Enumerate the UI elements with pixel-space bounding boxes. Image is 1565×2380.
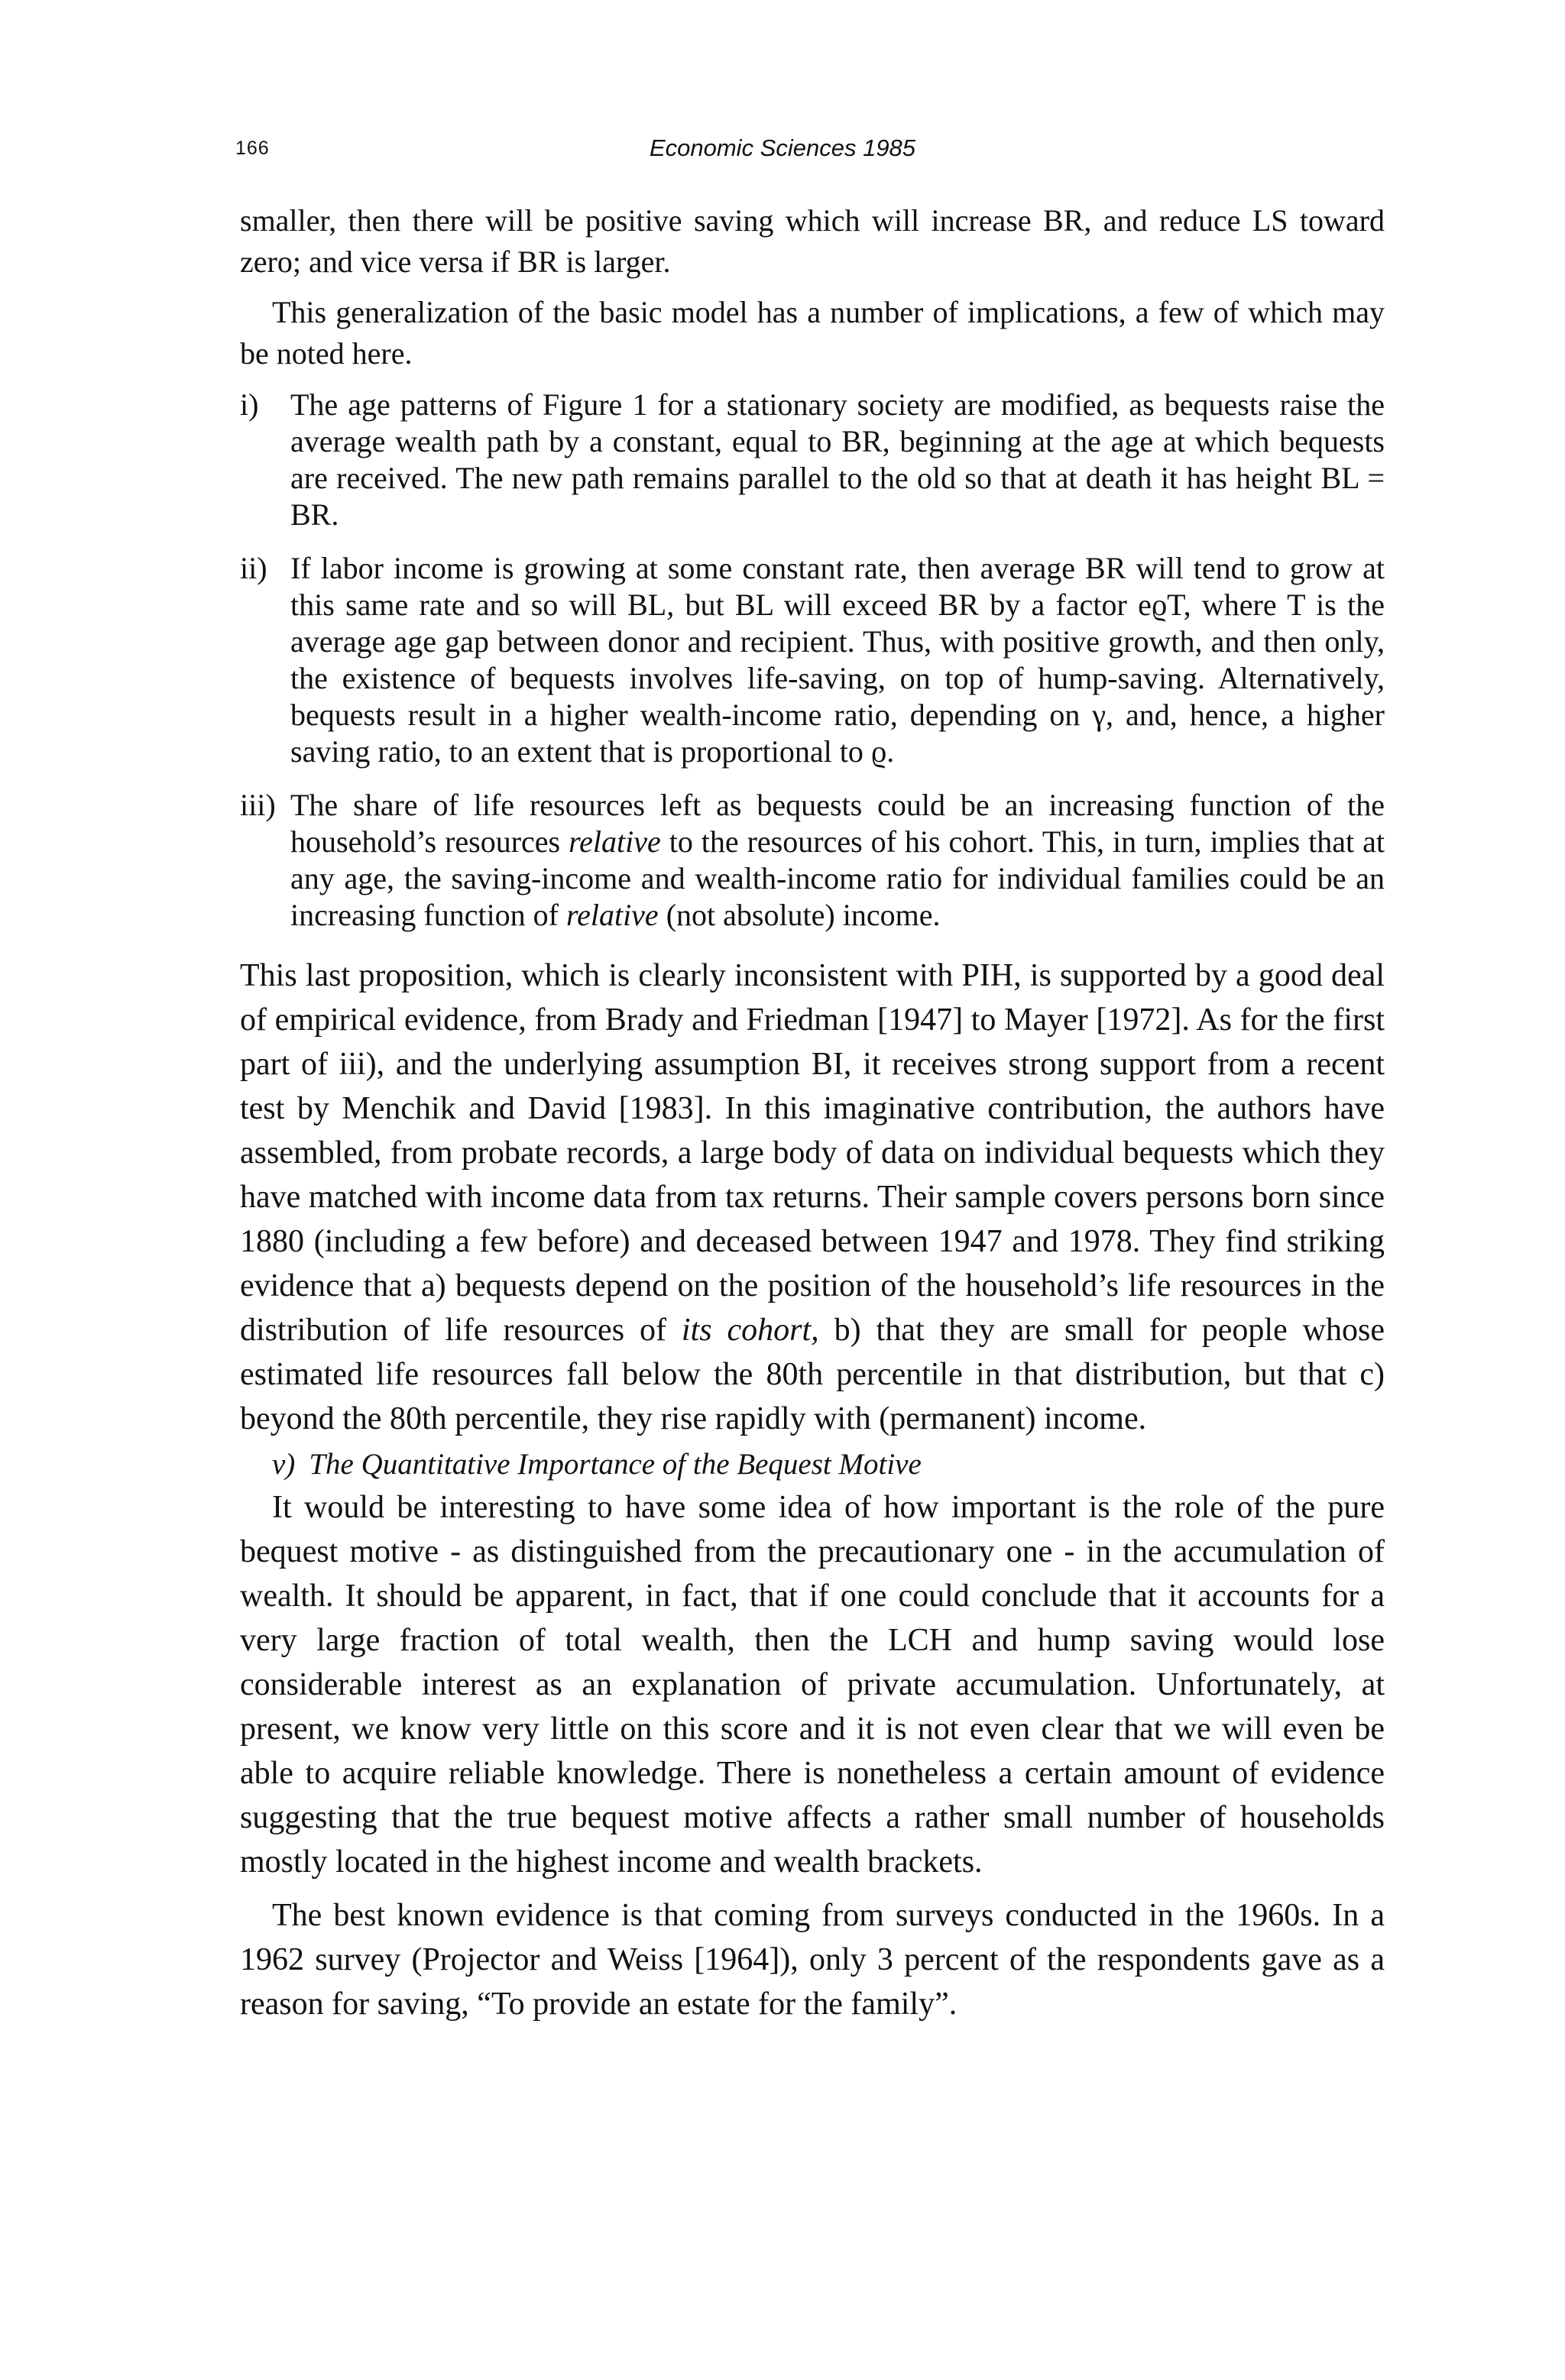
- list-item: [240, 387, 1385, 533]
- list-item-text: The age patterns of Figure 1 for a stationary society are modified, as bequests raise the average wealth path by a constant, equal to BR, beginning at the age at which bequests are received. The new path remains parallel to the old so that at death it has height BL = BR.: [290, 387, 1385, 532]
- list-item: [240, 550, 1385, 770]
- emphasis: relative: [566, 898, 659, 932]
- paragraph-bequest-importance: It would be interesting to have some idea of how important is the role of the pure bequest motive - as distinguished from the precautionary one - in the accumulation of wealth. It should be apparent, in fact, that if one could conclude that it accounts for a very large fraction of total wealth, then the LCH and hump saving would lose considerable interest as an explanation of private accumulation. Unfortunately, at present, we know very little on this score and it is not even clear that we will even be able to acquire reliable knowledge. There is nonetheless a certain amount of evidence suggesting that the true bequest motive affects a rather small number of households mostly located in the highest income and wealth brackets.: [240, 1490, 1385, 1880]
- list-item-text: If labor income is growing at some constant rate, then average BR will tend to grow at this same rate and so will BL, but BL will exceed BR by a factor eϱT, where T is the average age gap between donor and recipient. Thus, with positive growth, and then only, the existence of bequests involves life-saving, on top of hump-saving. Alternatively, bequests result in a higher wealth-income ratio, depending on γ, and, hence, a higher saving ratio, to an extent that is proportional to ϱ.: [290, 551, 1385, 769]
- section-heading: [240, 1444, 1385, 1485]
- list-item-marker: i): [240, 387, 259, 422]
- section-title: The Quantitative Importance of the Bequest Motive: [309, 1448, 922, 1481]
- implications-list: [240, 387, 1385, 934]
- page-number: 166: [235, 138, 270, 159]
- list-item-text: The share of life resources left as bequests could be an increasing function of the household’s resources relative to the resources of his cohort. This, in turn, implies that at any age, the saving-income and wealth-income ratio for individual families could be an increasing function of relative (not absolute) income.: [290, 788, 1385, 932]
- page-header: [0, 134, 1565, 165]
- list-item-marker: iii): [240, 788, 276, 822]
- list-item-marker: ii): [240, 551, 267, 585]
- paragraph-continuation: smaller, then there will be positive saving which will increase BR, and reduce LS toward zero; and vice versa if BR is larger.: [240, 203, 1385, 279]
- running-title: Economic Sciences 1985: [649, 134, 916, 161]
- page-body: [240, 200, 1385, 2026]
- list-item: [240, 787, 1385, 934]
- paragraph-survey-evidence: The best known evidence is that coming from surveys conducted in the 1960s. In a 1962 survey (Projector and Weiss [1964]), only 3 percent of the respondents gave as a reason for saving, “To provide an estate for the family”.: [240, 1898, 1385, 2022]
- paragraph-implications-intro: This generalization of the basic model has a number of implications, a few of which may be noted here.: [240, 295, 1385, 371]
- paragraph-empirical-evidence: This last proposition, which is clearly inconsistent with PIH, is supported by a good deal of empirical evidence, from Brady and Friedman [1947] to Mayer [1972]. As for the first part of iii), and the underlying assumption BI, it receives strong support from a recent test by Menchik and David [1983]. In this imaginative contribution, the authors have assembled, from probate records, a large body of data on individual bequests which they have matched with income data from tax returns. Their sample covers persons born since 1880 (including a few before) and deceased between 1947 and 1978. They find striking evidence that a) bequests depend on the position of the household’s life resources in the distribution of life resources of its cohort, b) that they are small for people whose estimated life resources fall below the 80th percentile in that distribution, but that c) beyond the 80th percentile, they rise rapidly with (permanent) income.: [240, 958, 1385, 1436]
- emphasis: its cohort,: [681, 1313, 819, 1348]
- emphasis: relative: [569, 824, 661, 859]
- section-number: v): [272, 1448, 296, 1481]
